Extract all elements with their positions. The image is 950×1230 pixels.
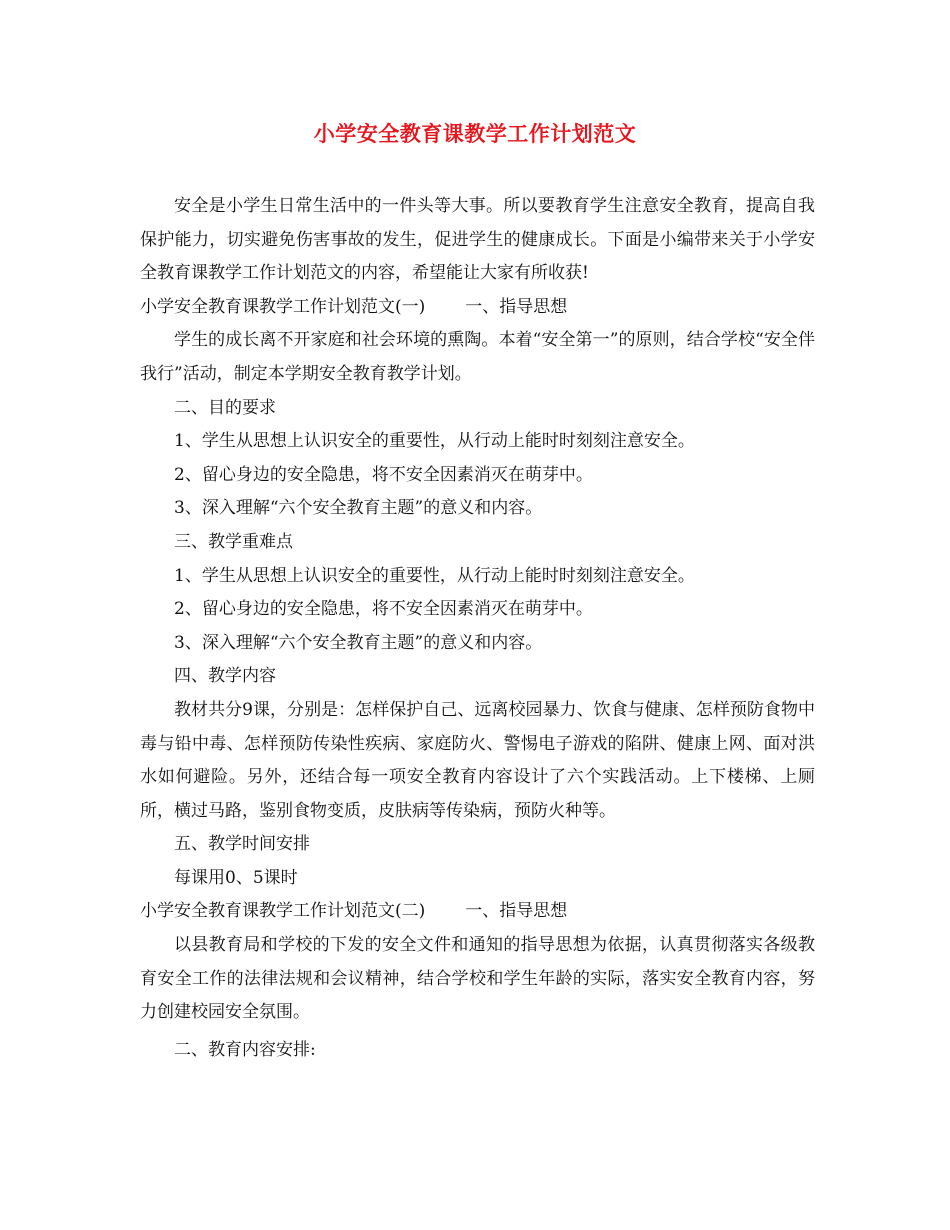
- part1-time-heading: 五、教学时间安排: [174, 834, 310, 855]
- document-title: 小学安全教育课教学工作计划范文: [313, 121, 637, 146]
- part1-goals-heading: 二、目的要求: [174, 397, 276, 418]
- document-body: [140, 190, 815, 1067]
- part1-sub-heading: 一、指导思想: [465, 296, 568, 317]
- part1-goal-item: 3、深入理解“六个安全教育主题”的意义和内容。: [174, 498, 543, 519]
- part2-arrangement-heading: 二、教育内容安排:: [174, 1039, 316, 1060]
- part1-content-paragraph: 教材共分9课，分别是：怎样保护自己、远离校园暴力、饮食与健康、怎样预防食物中毒与铅中毒、怎样预防传染性疾病、家庭防火、警惕电子游戏的陷阱、健康上网、面对洪水如何避险。另外，还结合每一项安全教育内容设计了六个实践活动。上下楼梯、上厕所，横过马路，鉴别食物变质，皮肤病等传染病，预防火种等。: [140, 699, 815, 821]
- part2-heading: 小学安全教育课教学工作计划范文(二): [140, 901, 426, 922]
- part1-time-paragraph: 每课用0、5课时: [174, 867, 298, 888]
- part1-difficulty-item: 3、深入理解“六个安全教育主题”的意义和内容。: [174, 632, 543, 653]
- part2-heading-line: [140, 895, 815, 929]
- part1-goal-item: 1、学生从思想上认识安全的重要性，从行动上能时时刻刻注意安全。: [174, 431, 695, 452]
- part2-sub-heading: 一、指导思想: [465, 901, 568, 922]
- intro-paragraph: 安全是小学生日常生活中的一件头等大事。所以要教育学生注意安全教育，提高自我保护能力，切实避免伤害事故的发生，促进学生的健康成长。下面是小编带来关于小学安全教育课教学工作计划范文的内容，希望能让大家有所收获!: [140, 196, 815, 284]
- part2-guiding-paragraph: 以县教育局和学校的下发的安全文件和通知的指导思想为依据，认真贯彻落实各级教育安全工作的法律法规和会议精神，结合学校和学生年龄的实际，落实安全教育内容，努力创建校园安全氛围。: [140, 935, 815, 1023]
- part1-goal-item: 2、留心身边的安全隐患，将不安全因素消灭在萌芽中。: [174, 464, 593, 485]
- part1-guiding-paragraph: 学生的成长离不开家庭和社会环境的熏陶。本着“安全第一”的原则，结合学校“安全伴我行”活动，制定本学期安全教育教学计划。: [140, 330, 815, 384]
- part1-difficulty-item: 2、留心身边的安全隐患，将不安全因素消灭在萌芽中。: [174, 599, 593, 620]
- part1-difficulty-item: 1、学生从思想上认识安全的重要性，从行动上能时时刻刻注意安全。: [174, 565, 695, 586]
- part1-heading: 小学安全教育课教学工作计划范文(一): [140, 296, 426, 317]
- part1-difficulty-heading: 三、教学重难点: [174, 531, 293, 552]
- part1-content-heading: 四、教学内容: [174, 666, 276, 687]
- part1-heading-line: [140, 291, 815, 325]
